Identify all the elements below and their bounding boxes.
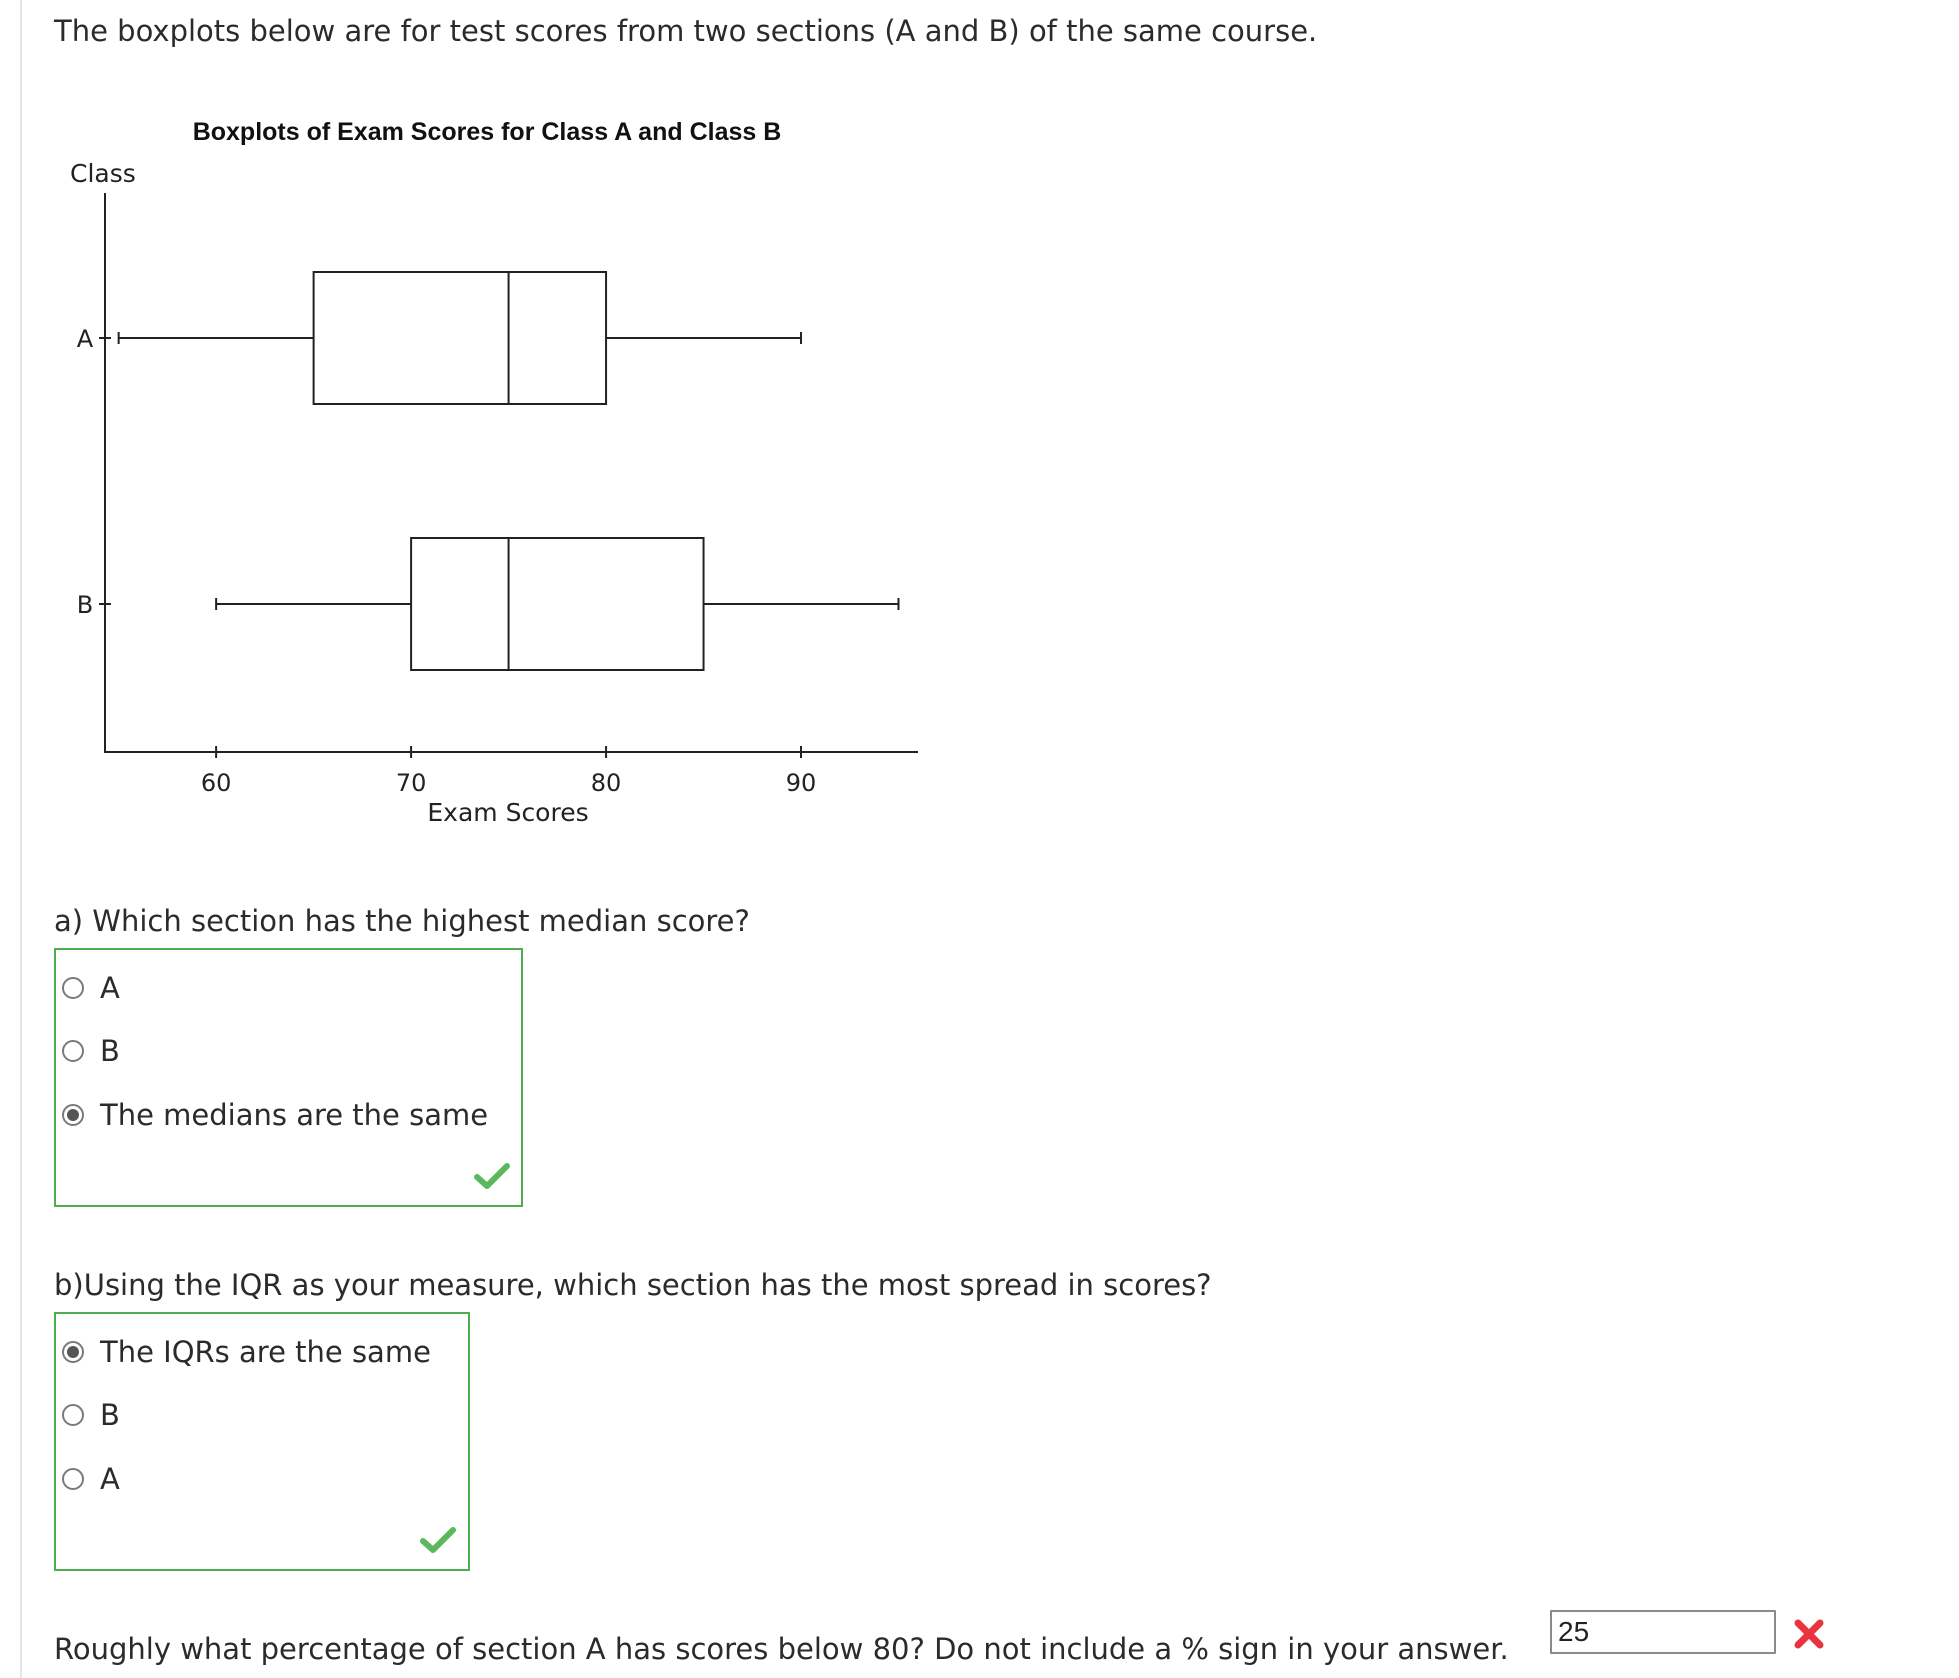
question-a-answer-box — [54, 948, 523, 1207]
x-tick-label: 80 — [590, 769, 622, 797]
radio-option-b-same[interactable] — [62, 1341, 84, 1363]
x-axis-label: Exam Scores — [427, 798, 589, 827]
boxplot-chart — [0, 0, 960, 860]
x-tick-label: 90 — [785, 769, 817, 797]
x-icon — [1793, 1618, 1825, 1650]
option-label: A — [100, 971, 120, 1005]
option-label: A — [100, 1462, 120, 1496]
option-b-b[interactable] — [62, 1395, 120, 1435]
intro-text: The boxplots below are for test scores from two sections (A and B) of the same course. — [54, 14, 1318, 48]
check-icon — [420, 1526, 456, 1554]
question-c-text: Roughly what percentage of section A has scores below 80? Do not include a % sign in your answer. — [54, 1632, 1509, 1666]
question-b-answer-box — [54, 1312, 470, 1571]
radio-option-b-a[interactable] — [62, 1468, 84, 1490]
question-a-text: a) Which section has the highest median score? — [54, 904, 750, 938]
x-tick-label: 60 — [200, 769, 232, 797]
option-label: The medians are the same — [100, 1098, 489, 1132]
x-tick-label: 70 — [395, 769, 427, 797]
option-a-a[interactable] — [62, 968, 120, 1008]
radio-option-a-same[interactable] — [62, 1104, 84, 1126]
radio-option-b-b[interactable] — [62, 1404, 84, 1426]
option-a-same[interactable] — [62, 1095, 488, 1135]
box-B — [411, 538, 703, 670]
percentage-answer-input[interactable] — [1550, 1610, 1776, 1654]
chart-title: Boxplots of Exam Scores for Class A and Class B — [192, 118, 782, 146]
radio-option-a-b[interactable] — [62, 1040, 84, 1062]
radio-option-a-a[interactable] — [62, 977, 84, 999]
option-label: The IQRs are the same — [100, 1335, 431, 1369]
option-b-same[interactable] — [62, 1332, 431, 1372]
y-axis-label: Class — [70, 159, 136, 188]
option-b-a[interactable] — [62, 1459, 120, 1499]
check-icon — [474, 1162, 510, 1190]
option-a-b[interactable] — [62, 1031, 120, 1071]
y-tick-label: A — [76, 325, 94, 353]
option-label: B — [100, 1034, 120, 1068]
y-tick-label: B — [76, 591, 94, 619]
box-A — [314, 272, 606, 404]
question-b-text: b)Using the IQR as your measure, which section has the most spread in scores? — [54, 1268, 1212, 1302]
option-label: B — [100, 1398, 120, 1432]
